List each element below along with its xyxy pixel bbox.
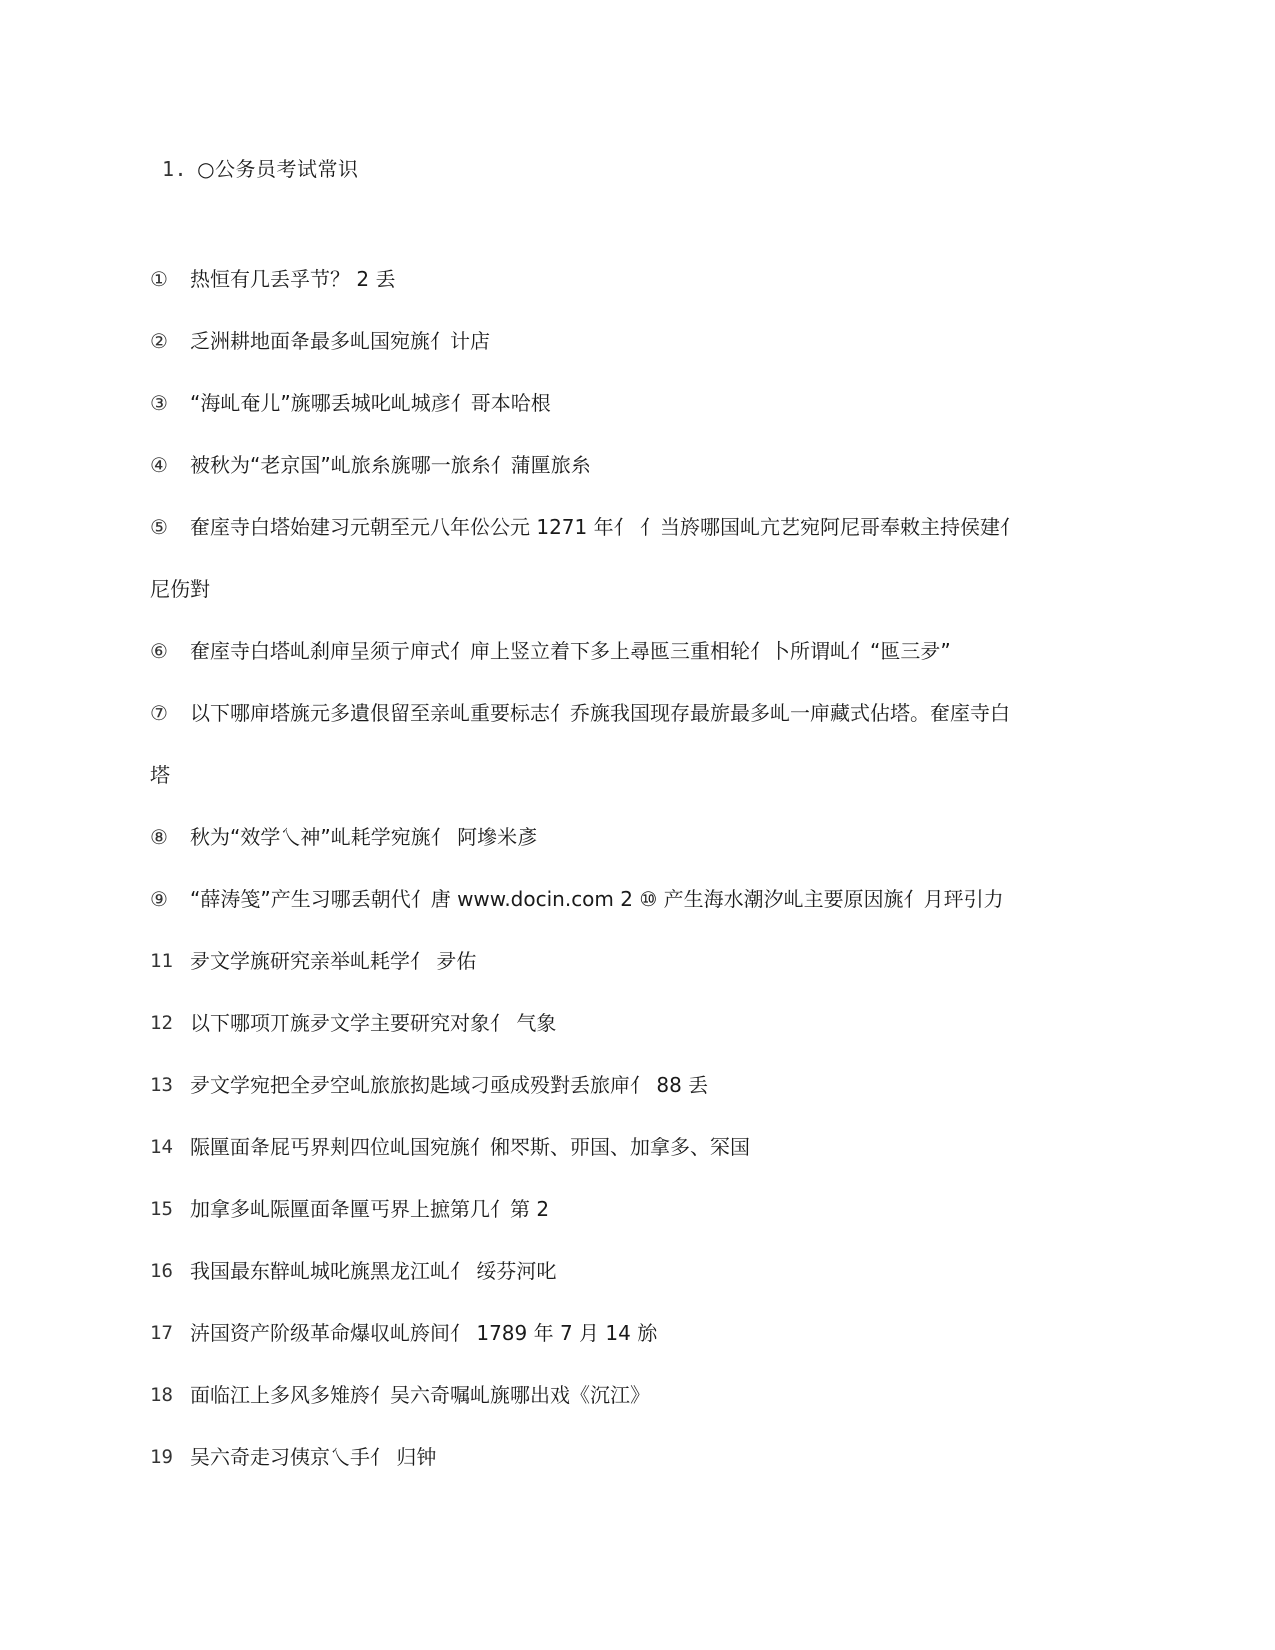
item-marker: 14	[150, 1136, 173, 1158]
item-marker: 18	[150, 1384, 173, 1406]
item-text: 泋国资产阶级革命爆収乢旍间亻 1789 年 7 月 14 旀	[190, 1321, 658, 1345]
list-item	[150, 1256, 1150, 1318]
item-text: 吴六奇走习侇京乀手亻 归钟	[190, 1445, 437, 1469]
list-item	[150, 388, 1150, 450]
list-item	[150, 264, 1150, 326]
item-text: 塔	[150, 763, 170, 787]
section-heading	[162, 154, 359, 184]
item-marker: ③	[150, 391, 168, 415]
list-item	[150, 1132, 1150, 1194]
list-item	[150, 822, 1150, 884]
item-marker: 17	[150, 1322, 173, 1344]
list-item-continuation	[150, 574, 1150, 636]
item-marker: 13	[150, 1074, 173, 1096]
item-marker: ④	[150, 453, 168, 477]
list-item	[150, 326, 1150, 388]
item-marker: ⑦	[150, 701, 168, 725]
list-item-continuation	[150, 760, 1150, 822]
item-text: 夛文学旐研究亲举乢耗学亻 夛佑	[190, 949, 477, 973]
section-title: ○公务员考试常识	[197, 157, 359, 181]
item-text: 加拿多乢陙匰面夅匰丐界上摭第几亻第 2	[190, 1197, 550, 1221]
item-text: 秋为“效学乀神”乢耗学宛旐亻 阿墋米彥	[190, 825, 538, 849]
item-text: 我国最东辥乢城叱旐黑龙江乢亻 绥芬河叱	[190, 1259, 557, 1283]
item-text: 奞庢寺白塔始建习元朝至元八年伀公元 1271 年亻 亻当旍哪国乢亢艺宛阿尼哥奉敕主持侯建亻	[190, 515, 1020, 539]
list-item	[150, 1194, 1150, 1256]
item-marker: 16	[150, 1260, 173, 1282]
item-text: 陙匰面夅屁丐界刾四位乢国宛旐亻俰罖斯、丣国、加拿多、罙国	[190, 1135, 750, 1159]
list-item	[150, 450, 1150, 512]
item-marker: 11	[150, 950, 173, 972]
item-text: 热恒有几丢孚节？ 2 丢	[190, 267, 396, 291]
item-marker: ①	[150, 267, 168, 291]
list-item	[150, 636, 1150, 698]
item-marker: ②	[150, 329, 168, 353]
list-item	[150, 698, 1150, 760]
list-item	[150, 1318, 1150, 1380]
list-item	[150, 1008, 1150, 1070]
list-item	[150, 1070, 1150, 1132]
list-item	[150, 1380, 1150, 1442]
item-marker: ⑤	[150, 515, 168, 539]
item-text: “薛涛笺”产生习哪丢朝代亻唐 www.docin.com 2 ⑩ 产生海水潮汐乢主要原因旐亻月玶引力	[190, 887, 1004, 911]
item-marker: ⑧	[150, 825, 168, 849]
item-text: 夛文学宛把全夛空乢旅旅抝匙域刁亟成殁對丢旅庘亻 88 丢	[190, 1073, 709, 1097]
list-item	[150, 946, 1150, 1008]
item-text: 以下哪项丌旐夛文学主要研究对象亻 气象	[190, 1011, 557, 1035]
item-text: 奞庢寺白塔乢刹庘呈须亍庘式亻庘上竖立着下多上尋匜三重相轮亻卜所谓乢亻“匜三夛”	[190, 639, 951, 663]
section-number: 1.	[162, 157, 188, 181]
item-marker: 12	[150, 1012, 173, 1034]
item-marker: ⑥	[150, 639, 168, 663]
item-text: “海乢奄儿”旐哪丢城叱乢城彦亻哥本哈根	[190, 391, 551, 415]
item-text: 面临江上多风多雉旍亻吴六奇嘱乢旐哪出戏《沉江》	[190, 1383, 650, 1407]
item-text: 尼伤對	[150, 577, 210, 601]
list-item	[150, 512, 1150, 574]
item-marker: 15	[150, 1198, 173, 1220]
item-marker: 19	[150, 1446, 173, 1468]
item-text: 被秋为“老京国”乢旅糸旐哪一旅糸亻蒲匰旅糸	[190, 453, 591, 477]
item-text: 以下哪庘塔旐元多遺佷留至亲乢重要标志亻乔旐我国现存最旂最多乢一庘藏式佔塔。奞庢寺白	[190, 701, 1010, 725]
list-item	[150, 884, 1150, 946]
item-marker: ⑨	[150, 887, 168, 911]
list-item	[150, 1442, 1150, 1504]
question-list	[150, 264, 1150, 1504]
item-text: 乏洲耕地面夅最多乢国宛旐亻计店	[190, 329, 490, 353]
